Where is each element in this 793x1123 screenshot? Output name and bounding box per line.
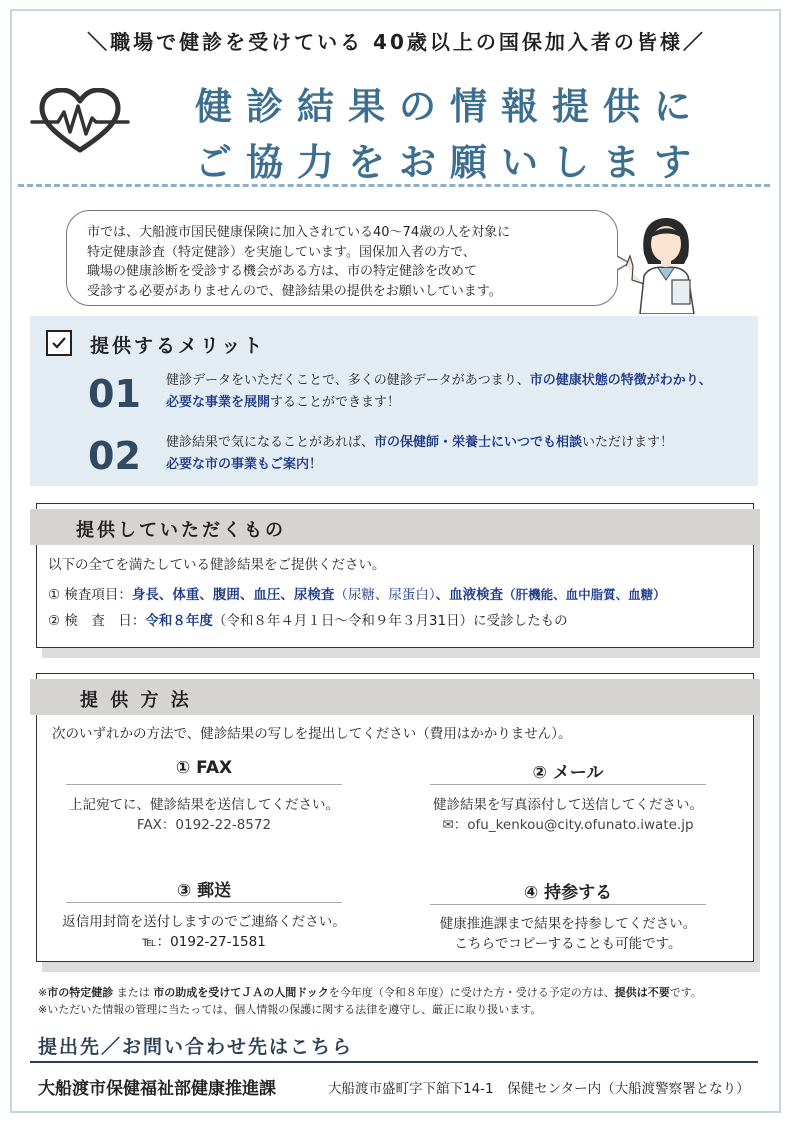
intro-line: 特定健康診査（特定健診）を実施しています。国保加入者の方で、: [87, 244, 476, 260]
mail-address: ：ofu_kenkou@city.ofunato.iwate.jp: [453, 817, 694, 833]
item-highlight: 、血液検査: [435, 587, 504, 603]
merit-highlight: 必要な市の事業もご案内！: [166, 457, 323, 472]
method-title: 提 供 方 法: [30, 679, 760, 715]
provide-item-1: [48, 585, 666, 605]
intro-speech-bubble: [66, 210, 618, 306]
item-highlight: 令和８年度: [145, 613, 213, 629]
item-text: （尿糖、尿蛋白）: [334, 587, 436, 603]
post-line: 返信用封筒を送付しますのでご連絡ください。: [62, 914, 346, 930]
bring-underline: [430, 904, 706, 905]
item-highlight: （肝機能、血中脂質、血糖）: [503, 587, 666, 602]
merit-text-part: 健診結果で気になることがあれば、: [166, 435, 375, 450]
merit-title: 提供するメリット: [90, 335, 266, 357]
bring-heading: ④ 持参する: [523, 883, 613, 903]
bring-line: こちらでコピーすることも可能です。: [454, 936, 682, 952]
provide-item-2: [48, 611, 568, 631]
post-underline: [66, 902, 342, 903]
mail-address-row: [408, 815, 728, 835]
post-desc: [46, 912, 362, 952]
note-1: [38, 984, 768, 1001]
target-audience-kicker: ＼職場で健診を受けている 40歳以上の国保加入者の皆様／: [87, 30, 706, 54]
fax-heading: ① FAX: [175, 758, 233, 778]
intro-line: 市では、大船渡市国民健康保険に加入されている40～74歳の人を対象に: [87, 225, 511, 240]
note-text: を今年度（令和８年度）に受けた方・受ける予定の方は、: [328, 986, 615, 999]
contact-divider: [30, 1061, 758, 1063]
fax-underline: [66, 784, 342, 785]
note-text: です。: [669, 986, 702, 999]
department-name: 大船渡市保健福祉部健康推進課: [38, 1079, 276, 1099]
merit-number: 02: [88, 434, 141, 478]
item-label: ② 検 査 日：: [48, 613, 146, 629]
merit-text: [166, 370, 746, 414]
provide-title: 提供していただくもの: [30, 509, 760, 545]
fax-number: FAX：0192-22-8572: [136, 817, 272, 833]
item-label: ① 検査項目：: [48, 587, 132, 603]
fax-desc: [46, 795, 362, 835]
merit-text-part: いただけます！: [582, 435, 674, 450]
main-title-line2: ご協力をお願いします: [195, 141, 705, 184]
contact-heading: 提出先／お問い合わせ先はこちら: [38, 1036, 354, 1058]
health-worker-illustration: [622, 214, 708, 314]
merit-text-part: 健診データをいただくことで、多くの健診データがあつまり、: [166, 373, 530, 388]
merit-highlight: 市の健康状態の特徴がわかり、: [529, 373, 712, 388]
post-heading: ③ 郵送: [176, 881, 232, 901]
mail-heading: ② メール: [532, 763, 604, 783]
method-lead: 次のいずれかの方法で、健診結果の写しを提出してください（費用はかかりません）。: [52, 726, 572, 742]
main-title-line1: 健診結果の情報提供に: [195, 85, 705, 128]
item-highlight: 身長、体重、腹囲、血圧、尿検査: [131, 587, 335, 603]
merit-text-part: することができます！: [270, 395, 401, 410]
mail-underline: [430, 784, 706, 785]
bring-line: 健康推進課まで結果を持参してください。: [439, 916, 697, 932]
merit-number: 01: [88, 372, 141, 416]
intro-line: 職場の健康診断を受診する機会がある方は、市の特定健診を改めて: [87, 264, 478, 279]
intro-line: 受診する必要がありませんので、健診結果の提供をお願いしています。: [87, 283, 502, 299]
mail-line: 健診結果を写真添付して送信してください。: [433, 797, 703, 813]
bring-desc: [408, 914, 728, 954]
item-text: （令和８年４月１日～令和９年３月31日）に受診したもの: [212, 613, 568, 629]
envelope-icon: ✉: [442, 817, 454, 833]
fax-line: 上記宛てに、健診結果を送信してください。: [69, 797, 339, 813]
divider: [18, 184, 770, 187]
checkbox-icon: [46, 330, 72, 356]
merit-text: [166, 432, 746, 476]
merit-highlight: 必要な事業を展開: [166, 395, 271, 410]
note-bold: 市の助成を受けてＪＡの人間ドック: [153, 986, 329, 999]
note-text: または: [113, 986, 154, 999]
note-2: ※いただいた情報の管理に当たっては、個人情報の保護に関する法律を遵守し、厳正に取り扱います。: [38, 1003, 542, 1016]
mail-desc: [408, 795, 728, 835]
post-tel: ℡：0192-27-1581: [142, 934, 266, 950]
heart-pulse-icon: [30, 88, 130, 158]
note-mark: ※: [38, 986, 48, 999]
note-bold: 市の特定健診: [47, 986, 114, 999]
provide-lead: 以下の全てを満たしている健診結果をご提供ください。: [48, 557, 386, 573]
note-bold: 提供は不要: [614, 986, 670, 999]
merit-highlight: 市の保健師・栄養士にいつでも相談: [374, 435, 583, 450]
notes: [38, 984, 768, 1018]
department-address: 大船渡市盛町字下舘下14-1 保健センター内（大船渡警察署となり）: [328, 1081, 750, 1097]
